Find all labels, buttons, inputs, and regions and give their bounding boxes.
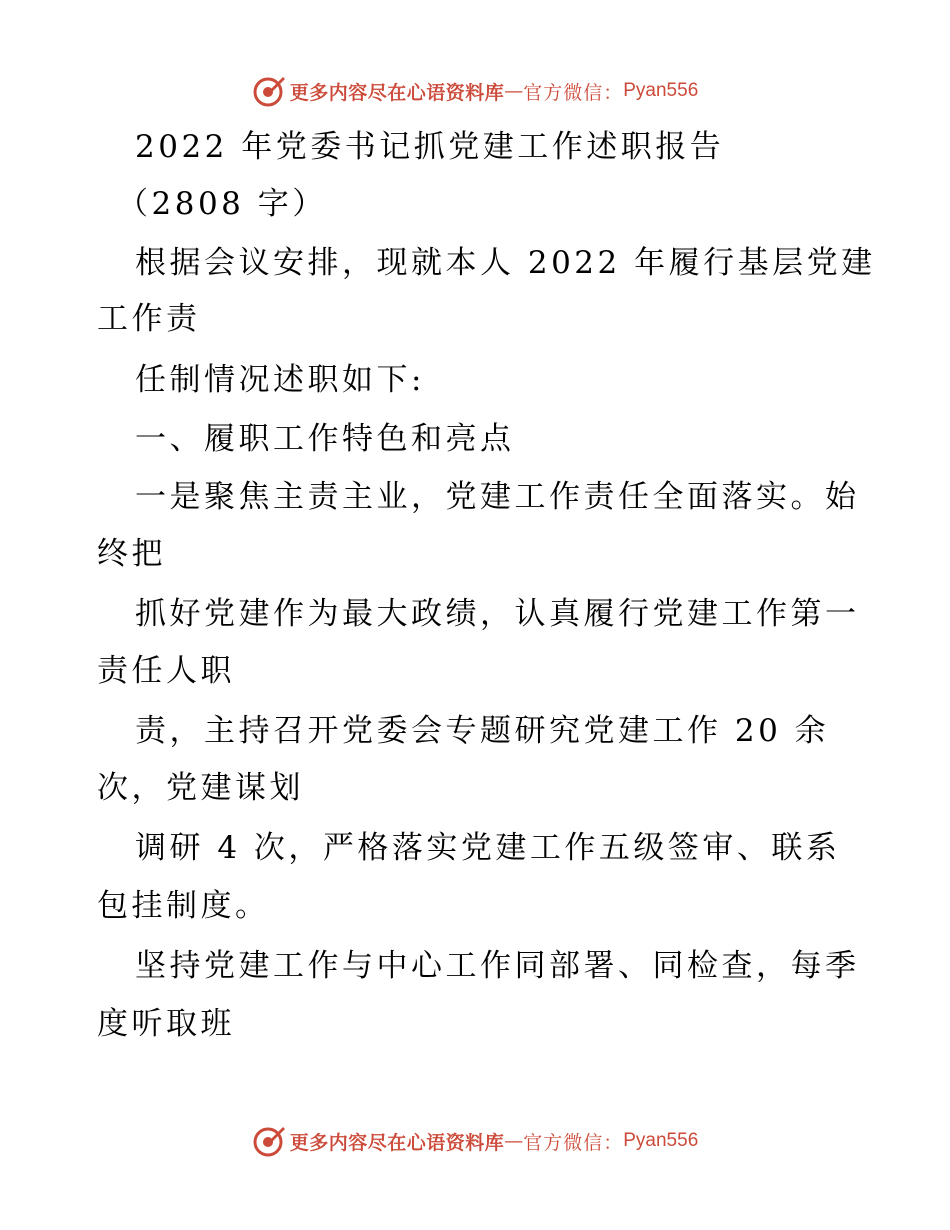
- header-wechat-label: 官方微信：: [523, 81, 624, 104]
- body-line: 任制情况述职如下:: [135, 362, 425, 398]
- pen-logo-icon: [252, 1124, 286, 1158]
- body-line: 终把: [97, 536, 166, 572]
- word-count: （2808 字）: [117, 186, 327, 222]
- header-watermark-banner: [0, 71, 950, 111]
- body-line: 抓好党建作为最大政绩，认真履行党建工作第一: [135, 596, 860, 632]
- header-wechat-id: Pyan556: [623, 80, 699, 101]
- body-line: 度听取班: [97, 1006, 235, 1042]
- body-line: 工作责: [97, 301, 201, 337]
- body-line: 次，党建谋划: [97, 770, 304, 806]
- header-separator: —: [504, 80, 524, 102]
- footer-brand-text: 更多内容尽在心语资料库: [289, 1131, 505, 1154]
- footer-wechat-id: Pyan556: [623, 1130, 699, 1151]
- body-line: 一是聚焦主责主业，党建工作责任全面落实。始: [135, 479, 860, 515]
- body-line: 包挂制度。: [97, 888, 270, 924]
- body-line: 责，主持召开党委会专题研究党建工作 20 余: [135, 713, 830, 749]
- footer-wechat-label: 官方微信：: [523, 1131, 624, 1154]
- document-title: 2022 年党委书记抓党建工作述职报告: [135, 129, 725, 165]
- footer-separator: —: [504, 1130, 524, 1152]
- body-line: 坚持党建工作与中心工作同部署、同检查，每季: [135, 948, 860, 984]
- header-brand-text: 更多内容尽在心语资料库: [289, 81, 505, 104]
- footer-watermark-banner: [0, 1121, 950, 1161]
- section-heading: 一、履职工作特色和亮点: [135, 421, 515, 457]
- body-line: 调研 4 次，严格落实党建工作五级签审、联系: [135, 830, 841, 866]
- body-line: 责任人职: [97, 653, 235, 689]
- body-line: 根据会议安排，现就本人 2022 年履行基层党建: [135, 245, 876, 281]
- pen-logo-icon: [252, 74, 286, 108]
